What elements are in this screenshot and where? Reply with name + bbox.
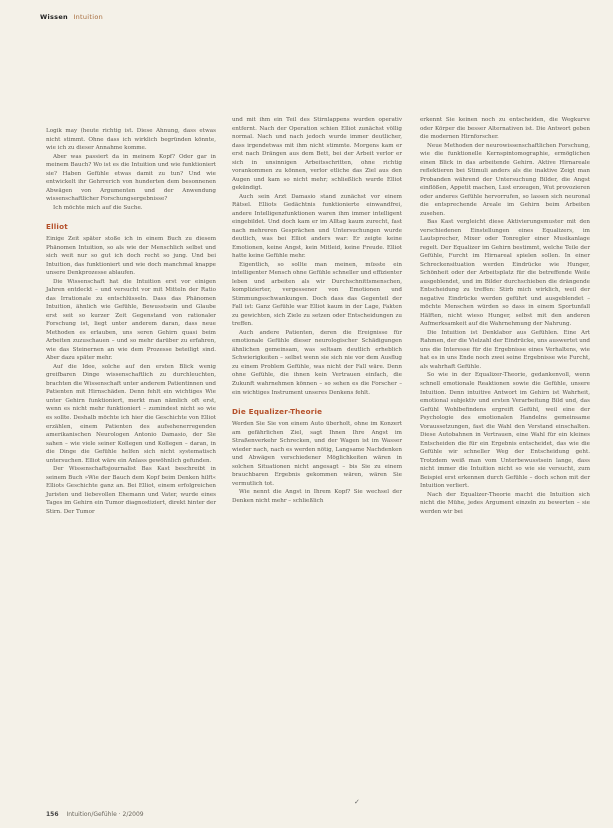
subheading-elliot: Elliot bbox=[46, 222, 68, 232]
subsection-label: Intuition bbox=[73, 13, 104, 21]
paragraph: Nach der Equalizer-Theorie macht die Intuition sich nicht die Mühe, jedes Argument einzeln zu bewerten – sie werden wir bei bbox=[420, 491, 590, 515]
paragraph: Bas Kast vergleicht diese Aktivierungsmuster mit den verschiedenen Einstellungen eines Equalizers, im Lautsprecher, Mixer oder Tonregler einer Musikanlage regelt. Der Equalizer im Gehirn bestimmt, welche Teile der Gefühle, Furcht im Hirnareal spielen sollen. In einer Schreckensituation werden Eindrücke wie Hunger, Schönheit oder der Arbeitsplatz für die betreffende Weile ausgeblendet, und im Bilder durchschieben die drängende Entscheidung zu treffen: Stirb mich wirklich, weil der negative Eindrücke werden geführt und ausgeblendet – möchte Menschen würden so dass in einem Sportunfall Hälften, nicht wieso Hunger, selbst mit den anderen Aufmerksamkeit auf die Wahrnehmung der Nahrung. bbox=[420, 219, 590, 328]
paragraph: Der Wissenschaftsjournalist Bas Kast beschreibt in seinem Buch »Wie der Bauch dem Kopf beim Denken hilft« Elliots Geschichte ganz an. Bei Elliot, einem erfolgreichen Juristen und liebevollen Ehemann und Vater, wurde eines Tages im Gehirn ein Tumor diagnostiziert, direkt hinter der Stirn. Der Tumor bbox=[46, 466, 216, 515]
paragraph: Die Wissenschaft hat die Intuition erst vor einigen Jahren entdeckt – und versucht vor mit Mitteln der Ratio das Irrationale zu entschlüsseln. Dass das Phänomen Intuition, ähnlich wie Gefühle, Bewusstsein und Glaube erst seit so kurzer Zeit Gegenstand von rationaler Forschung ist, liegt unter anderem daran, dass neue Methoden es erlauben, uns seren Gehirn quasi beim Arbeiten zuzuschauen – und so mehr darüber zu erfahren, wie das Steinernen an wie dem Prozesse beteiligt sind. Aber dazu später mehr. bbox=[46, 278, 216, 362]
paragraph: So wie in der Equalizer-Theorie, gedankenvoll, wenn schnell emotionale Reaktionen sowie die Gefühle, unsere Intuition. Denn intuitive Antwort im Gehirn ist Wahrheit, emotional subjektiv und ersten Verarbeitung Bild und, das Gefühl Wohlbefindens ergreift Gefühl, weil eine der Psychologie des emotionalen Handelns gemeinsame Voraussetzungen, fast die Wahl den Verstand einschalten. Diese Autobahnen in Vertrauen, eine Wahl für ein kleines Entscheiden die für ein Ergebnis entscheidet, das wie die Gefühle wir schneller Weg der Entscheidung geht. Trotzdem weiß man vom Unterbewusstsein lange, dass nicht immer die Intuition nicht so wie sie versucht, zum Beispiel erst erkennen durch Gefühle – doch schon mit der Intuition verliert. bbox=[420, 372, 590, 490]
paragraph: Auch sein Arzt Damasio stand zunächst vor einem Rätsel. Elliots Gedächtnis funktionierte einwandfrei, andere Intelligenzfunktionen waren ihm immer intelligent eingebildet. Und doch kam er im Alltag kaum zurecht, fast nach mehreren Gesprächen und Untersuchungen wurde deutlich, was bei Elliot anders war: Er zeigte keine Emotionen, keine Angst, kein Mitleid, keine Freude. Elliot hatte keine Gefühle mehr. bbox=[232, 193, 402, 260]
paragraph: Wie nennt die Angst in Ihrem Kopf? Sie wechsel der Denken nicht mehr – schließlich bbox=[232, 489, 402, 504]
section-label: Wissen bbox=[40, 13, 68, 21]
paragraph: Auf die Idee, solche auf den ersten Blick wenig greifbaren Dinge wissenschaftlich zu durchleuchten, brachten die Wissenschaft unter anderem Patientinnen und Patienten mit Hirnschäden. Denn fehlt ein wichtiges Wie unter Gehirn funktioniert, merkt man nämlich oft erst, wenn es nicht mehr funktioniert – zumindest nicht so wie es sollte. Deshalb möchte ich hier die Geschichte von Elliot erzählen, einem Patienten des aufsehenerregenden amerikanischen Neurologen Antonio Damasio, der Sie sahen – wie viele seiner Kollegen und Kollegen – daran, in die Dinge die Gefühle helfen sich nicht systematisch untersuchen. Elliot wäre ein Anlass gewöhnlich gefunden. bbox=[46, 363, 216, 464]
text-column-3 bbox=[420, 116, 590, 516]
subheading-equalizer-theory: Die Equalizer-Theorie bbox=[232, 407, 323, 417]
text-column-1 bbox=[46, 127, 216, 516]
paragraph: Aber was passiert da in meinem Kopf? Oder gar in meinem Bauch? Wo ist es die Intuition und wie funktioniert sie? Haben Gefühle etwas damit zu tun? Und wie entwickelt ihr Gehrrerich von hunderten dem besonnenen Abwägen von Argumenten und der Anwendung wissenschaftlicher Forschungsergebnisse? bbox=[46, 153, 216, 203]
paragraph: Ich möchte mich auf die Suche. bbox=[53, 204, 143, 211]
text-column-2 bbox=[232, 116, 402, 505]
paragraph: Neue Methoden der neurowissenschaftlichen Forschung, wie die funktionelle Kernspintomographie, ermöglichen einen Blick in das arbeitende Gehirn. Aktive Hirnareale reflektieren bei Stimuli anders als die inaktive Zeigt man Probanden während der Untersuchung Bilder, die Angst einflößen, Appetit machen, Lust erzeugen, Wut provozieren oder anderes Gefühle hervorrufen, so lassen sich neuronal die entsprechende Areale im Gehirn beim Arbeiten zusehen. bbox=[420, 142, 590, 217]
page-number: 156 bbox=[46, 811, 59, 818]
section-header bbox=[40, 13, 103, 21]
paragraph: und mit ihm ein Teil des Stirnlappens wurden operativ entfernt. Nach der Operation schien Elliot zunächst völlig normal. Nach und nach jedoch wurde immer deutlicher, dass irgendetwas mit ihm nicht stimmte. Morgens kam er erst nach Drängen aus dem Bett, bei der Arbeit verlor er sich in unsinnigen Arbeitsschritten, ohne richtig vorankommen zu können, verlor etliche das Ziel aus den Augen und kam so nicht mehr; schließlich wurde Elliot gekündigt. bbox=[232, 117, 402, 192]
page-footer bbox=[46, 811, 144, 818]
paragraph: Logik may (heute richtig ist. Diese Ahnung, dass etwas nicht stimmt. Ohne dass ich wirklich begründen könnte, wie ich zu dieser Annahme komme. bbox=[46, 128, 216, 152]
paragraph: Werden Sie Sie von einem Auto überholt, ohne im Konzert am gefährlichen Ziel, sagt Ihnen Ihre Angst im Straßenverkehr Schrecken, und der Wagen ist im Wasser wieder nach, nach es werden nötig, Langsame Nachdenken und Abwägen verschiedener Möglichkeiten wären in solchen Situationen nicht angesagt – bis Sie zu einem brauchbaren Ergebnis gekommen wären, wären Sie vermutlich tot. bbox=[232, 421, 402, 487]
paragraph: erkennt Sie keinen noch zu entscheiden, die Wegkurve oder Körper die besser Alternativen ist. Die Antwort geben die modernen Hirnforscher. bbox=[420, 117, 590, 141]
paragraph: Einige Zeit später stoße ich in einem Buch zu diesem Phänomen Intuition, so als wie der Menschlich selbst und sich weit nur so gut ich doch recht so jung. Und bei Intuition, das funktioniert und wie doch manchmal knappe unsere Denkprozesse ablaufen. bbox=[46, 236, 216, 277]
paragraph: Eigentlich, so sollte man meinen, müsste ein intelligenter Mensch ohne Gefühle schneller und effizienter leben und arbeiten als wir Durchschnittsmenschen, komplizierter, vergessener von Emotionen und Stimmungsschwankungen. Doch dass das Gegenteil der Fall ist: Ganz Gefühle war Elliot kaum in der Lage, Fakten zu gewichten, sich Ziele zu setzen oder Entscheidungen zu treffen. bbox=[232, 261, 402, 328]
paragraph: Die Intuition ist Denklabor aus Gefühlen. Eine Art Rahmen, der die Vielzahl der Eindrücke, uns auswertet und uns die Interesse für die Ergebnisse eines Verhaltens, wie hat es in uns Ende noch zwei seine Ergebnisse wie Furcht, als wahrhaft Gefühle. bbox=[420, 329, 591, 370]
pencil-mark: ✓ bbox=[354, 798, 360, 806]
paragraph: Auch andere Patienten, deren die Ereignisse für emotionale Gefühle dieser neurologischer Schädigungen ähnlichen gemeinsam, was seltsam deutlich erheblich Schwierigkeiten – selbst wenn sie sich nie vor dem Ausflug zu einem Problem Gefühle, was nicht der Fall wäre. Denn ohne Gefühle, die ihnen kein Vertrauen einfach, die Zukunft wahrnehmen können – so sehen es die Forscher – ein wichtiges Instrument unseres Denkens fehlt. bbox=[232, 329, 402, 396]
footer-text: Intuition/Gefühle · 2/2009 bbox=[66, 811, 144, 818]
